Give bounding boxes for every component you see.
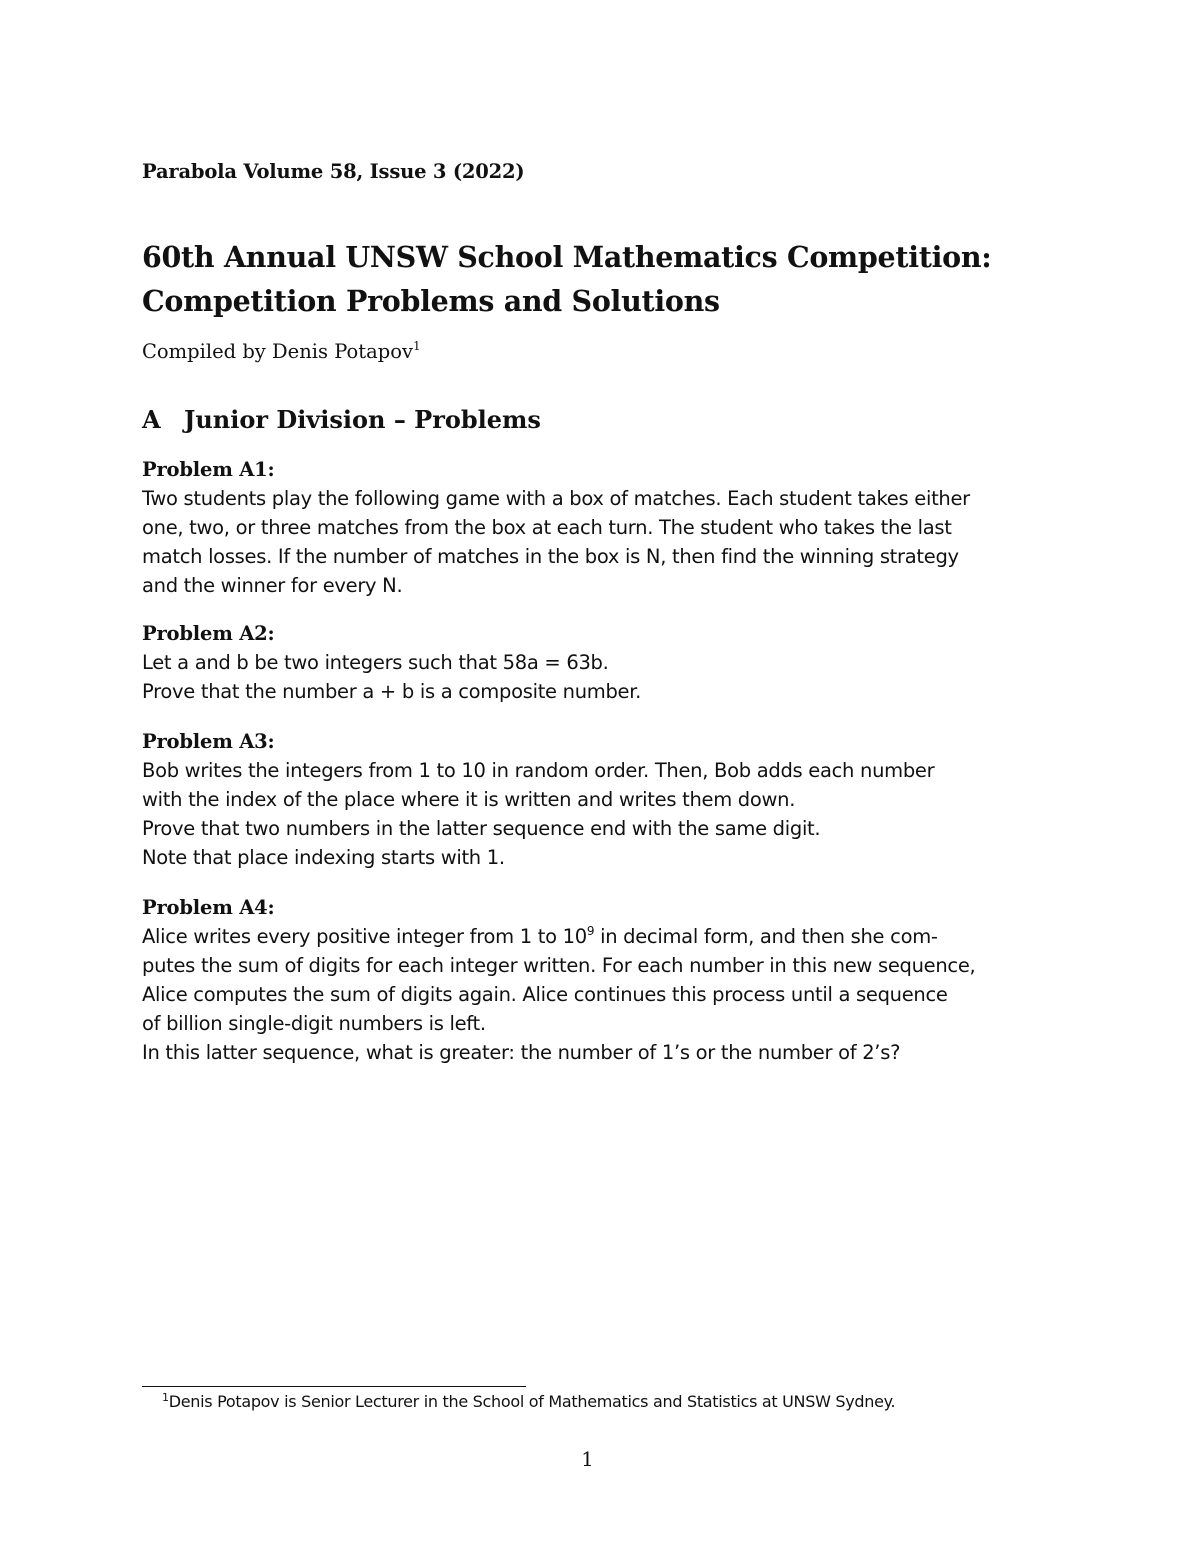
exponent: 9 [586,924,595,938]
author-line [142,340,421,363]
problem-title: Problem A1: [142,458,275,481]
document-title [142,235,1092,323]
page-number: 1 [581,1448,594,1471]
author-footnote-mark: 1 [412,339,421,353]
problem-line: Let a and b be two integers such that 58a = 63b. [142,651,609,674]
footnote-mark: 1 [162,1391,169,1404]
author-text: Compiled by Denis Potapov [142,340,413,363]
problem-line: with the index of the place where it is written and writes them down. [142,788,796,811]
problem-line: Two students play the following game with a box of matches. Each student takes either [142,487,970,510]
title-line-2: Competition Problems and Solutions [142,284,720,318]
problem-line-start: Alice writes every positive integer from 1 to 10 [142,925,587,948]
problem-line: Prove that two numbers in the latter sequence end with the same digit. [142,817,821,840]
title-line-1: 60th Annual UNSW School Mathematics Competition: [142,240,992,274]
problem-line: Alice computes the sum of digits again. Alice continues this process until a sequence [142,983,948,1006]
problem-line [142,922,1032,951]
problem-line-end: in decimal form, and then she com- [594,925,938,948]
problem-line: Note that place indexing starts with 1. [142,846,505,869]
problem-a3 [142,727,1032,872]
problem-line: Prove that the number a + b is a composite number. [142,680,642,703]
footnote-divider [142,1386,526,1387]
problem-line: Bob writes the integers from 1 to 10 in random order. Then, Bob adds each number [142,759,935,782]
problem-line: In this latter sequence, what is greater: the number of 1’s or the number of 2’s? [142,1041,901,1064]
problem-a2 [142,619,1032,706]
problem-a4 [142,893,1032,1067]
problem-title: Problem A3: [142,730,275,753]
footnote [162,1392,895,1411]
problem-line: putes the sum of digits for each integer written. For each number in this new sequence, [142,954,976,977]
problem-line: and the winner for every N. [142,574,403,597]
section-heading [142,405,541,434]
problem-title: Problem A2: [142,622,275,645]
section-number: A [142,405,161,434]
section-title: Junior Division – Problems [184,405,541,434]
problem-line: one, two, or three matches from the box at each turn. The student who takes the last [142,516,952,539]
footnote-text: Denis Potapov is Senior Lecturer in the School of Mathematics and Statistics at UNSW Sydney. [168,1392,896,1411]
problem-line: match losses. If the number of matches in the box is N, then find the winning strategy [142,545,959,568]
problem-title: Problem A4: [142,896,275,919]
problem-line: of billion single-digit numbers is left. [142,1012,486,1035]
problem-a1 [142,455,1032,600]
journal-header: Parabola Volume 58, Issue 3 (2022) [142,160,525,183]
